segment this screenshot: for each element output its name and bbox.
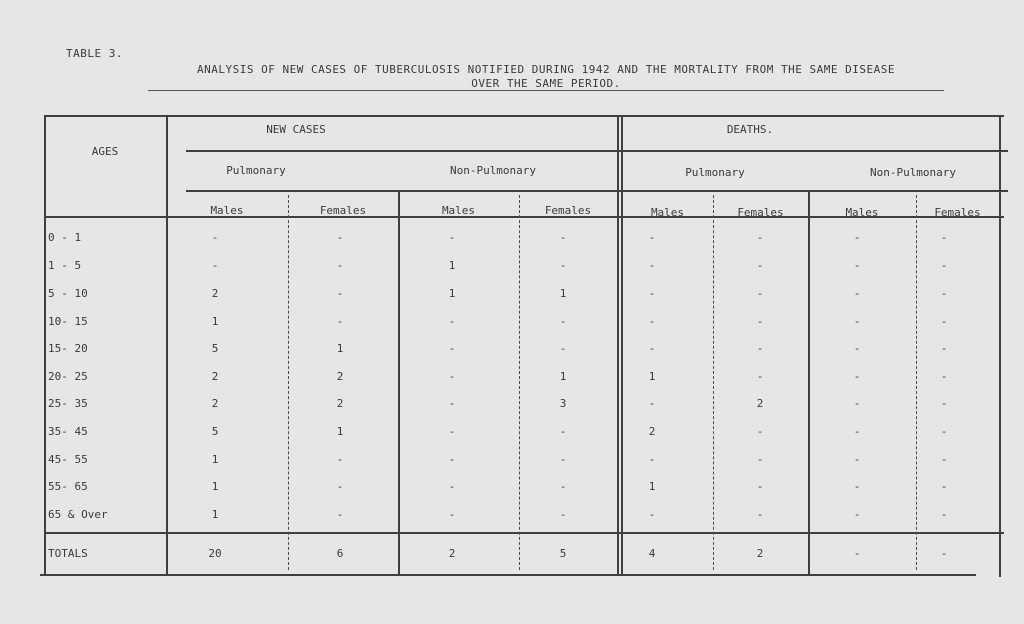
table-cell: 1 [211,315,219,328]
table-cell: - [756,453,764,466]
age-group-label: 1 - 5 [48,259,82,272]
table-cell: - [559,231,567,244]
age-group-label: 15- 20 [48,342,88,355]
table-cell: - [336,508,344,521]
table-cell: - [448,370,456,383]
table-cell: - [940,342,948,355]
totals-label: TOTALS [48,547,88,560]
rule-group [186,150,1008,152]
age-group-label: 10- 15 [48,315,88,328]
table-cell: 1 [648,370,656,383]
table-cell: - [853,370,861,383]
table-cell: - [756,259,764,272]
rule-deaths-left [617,115,619,575]
table-cell: - [448,453,456,466]
table-cell: - [559,259,567,272]
totals-cell: 20 [208,547,222,560]
rule-subgroup [186,190,1008,192]
table-cell: - [648,397,656,410]
table-cell: - [448,397,456,410]
totals-cell: 4 [648,547,656,560]
table-cell: - [940,480,948,493]
table-cell: - [559,342,567,355]
header-males-2: Males [441,204,476,217]
rule-non-pulm [398,190,400,575]
header-females-2: Females [544,204,592,217]
header-females-1: Females [319,204,367,217]
header-males-1: Males [210,204,244,217]
header-deaths-non-pulmonary: Non-Pulmonary [869,166,957,179]
table-cell: - [648,287,656,300]
age-group-label: 55- 65 [48,480,88,493]
header-deaths: DEATHS. [726,123,774,136]
table-cell: - [559,425,567,438]
rule-left [44,115,46,575]
rule-ages [166,115,168,575]
totals-cell: - [853,547,861,560]
table-cell: - [756,480,764,493]
table-cell: - [940,397,948,410]
table-cell: - [448,315,456,328]
table-cell: - [756,370,764,383]
title-underline [148,90,944,91]
table-cell: - [336,287,344,300]
age-group-label: 35- 45 [48,425,88,438]
rule-bottom [40,574,976,576]
totals-cell: 2 [448,547,456,560]
table-cell: - [940,231,948,244]
table-cell: 2 [211,287,219,300]
table-cell: - [853,315,861,328]
rule-col-4 [519,195,520,570]
table-cell: 1 [448,259,456,272]
rule-col-8 [916,195,917,570]
rule-deaths-left-2 [621,115,623,575]
header-females-3: Females [737,206,784,219]
rule-right [999,115,1001,577]
rule-totals [44,532,1004,534]
age-group-label: 65 & Over [48,508,108,521]
table-cell: - [853,259,861,272]
table-cell: - [940,453,948,466]
totals-cell: 6 [336,547,344,560]
table-cell: - [448,342,456,355]
totals-cell: 5 [559,547,567,560]
table-cell: 1 [559,370,567,383]
table-cell: - [648,315,656,328]
table-cell: - [211,259,219,272]
title-line-2: OVER THE SAME PERIOD. [471,77,621,90]
table-cell: - [559,453,567,466]
table-cell: 1 [336,342,344,355]
table-cell: 2 [648,425,656,438]
totals-cell: - [940,547,948,560]
table-cell: 2 [336,397,344,410]
table-cell: - [448,480,456,493]
table-cell: - [648,342,656,355]
table-cell: - [336,231,344,244]
table-cell: - [940,259,948,272]
table-cell: - [448,425,456,438]
table-cell: - [756,425,764,438]
age-group-label: 20- 25 [48,370,88,383]
header-males-4: Males [845,206,879,219]
header-new-pulmonary: Pulmonary [226,164,286,177]
table-cell: - [648,508,656,521]
table-cell: 1 [211,508,219,521]
header-females-4: Females [934,206,981,219]
table-cell: - [853,342,861,355]
table-cell: - [336,480,344,493]
header-deaths-pulmonary: Pulmonary [685,166,745,179]
table-cell: - [559,480,567,493]
table-cell: - [756,508,764,521]
rule-top [44,115,1004,117]
table-cell: - [648,453,656,466]
table-cell: - [853,397,861,410]
table-cell: 5 [211,342,219,355]
table-cell: - [940,287,948,300]
table-cell: - [940,370,948,383]
header-males-3: Males [650,206,685,219]
table-cell: - [448,231,456,244]
table-cell: 2 [756,397,764,410]
table-number: TABLE 3. [66,47,123,60]
header-new-cases: NEW CASES [266,123,326,136]
table-cell: - [559,508,567,521]
table-cell: 1 [336,425,344,438]
table-cell: - [853,425,861,438]
table-cell: 1 [211,453,219,466]
table-cell: - [336,315,344,328]
table-cell: - [448,508,456,521]
table-cell: - [756,315,764,328]
table-cell: 1 [448,287,456,300]
rule-deaths-non-pulm [808,190,810,575]
table-cell: 2 [211,370,219,383]
table-cell: - [853,480,861,493]
table-cell: 1 [648,480,656,493]
table-cell: 2 [336,370,344,383]
table-cell: - [853,508,861,521]
table-cell: - [648,259,656,272]
age-group-label: 45- 55 [48,453,88,466]
table-cell: 3 [559,397,567,410]
table-cell: 2 [211,397,219,410]
table-cell: - [940,508,948,521]
header-new-non-pulmonary: Non-Pulmonary [449,164,537,177]
table-cell: - [336,453,344,466]
table-cell: - [648,231,656,244]
table-cell: 1 [559,287,567,300]
totals-cell: 2 [756,547,764,560]
table-cell: - [756,231,764,244]
rule-col-2 [288,195,289,570]
table-cell: - [853,453,861,466]
table-title [148,63,944,91]
table-cell: - [940,425,948,438]
table-cell: - [756,342,764,355]
table-cell: - [211,231,219,244]
table-cell: - [940,315,948,328]
table-cell: - [756,287,764,300]
age-group-label: 25- 35 [48,397,88,410]
age-group-label: 5 - 10 [48,287,88,300]
rule-col-6 [713,195,714,570]
title-line-1: ANALYSIS OF NEW CASES OF TUBERCULOSIS NOTIFIED DURING 1942 AND THE MORTALITY FROM THE SAME DISEASE [196,63,895,76]
table-cell: - [336,259,344,272]
table-cell: - [853,231,861,244]
header-ages: AGES [91,145,119,158]
age-group-label: 0 - 1 [48,231,82,244]
table-cell: - [853,287,861,300]
table-cell: 5 [211,425,219,438]
table-cell: 1 [211,480,219,493]
table-cell: - [559,315,567,328]
